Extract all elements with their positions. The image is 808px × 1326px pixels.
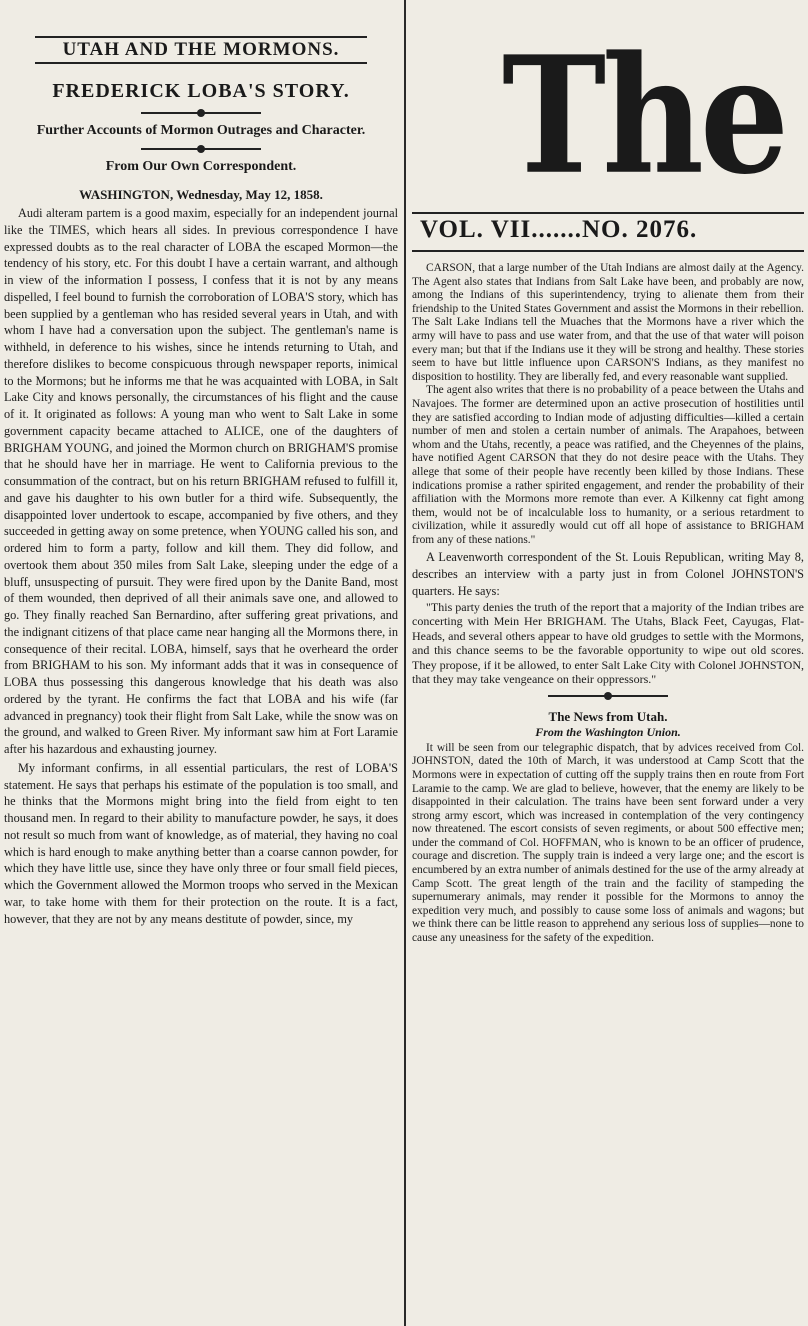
article-paragraph: CARSON, that a large number of the Utah Indians are almost daily at the Agency. The Agent also states that Indians from Salt Lake have been, and probably are now, among the Indians of this superintendency, trying to alienate them from their friendship to the United States Government and assist the Mormons in their rebellion. The Salt Lake Indians tell the Muaches that the Mormons have a river which the army will have to pass and use water from, and that the use of that water will poison every man; but that if the Indians use it they will be strong and healthy. These stories seem to have but little influence upon CARSON'S Indians, as they manifest no disposition to hostility. They are liberally fed, and every reasonable want supplied. [412, 262, 804, 383]
section-title: UTAH AND THE MORMONS. [4, 36, 398, 60]
masthead-title: The [502, 22, 786, 211]
volume-number: VOL. VII.......NO. 2076. [420, 216, 698, 243]
right-article [412, 262, 804, 946]
left-column [4, 0, 398, 1326]
column-divider [404, 0, 406, 1326]
ornament-divider [141, 108, 261, 118]
article-paragraph: Audi alteram partem is a good maxim, especially for an independent journal like the TIMES, which hears all sides. In previous correspondence I have expressed doubts as to the real character of LOBA the escaped Mormon—the tendency of his story, etc. For this doubt I have a certain warrant, and although in view of the information I possess, I confess that it is not by any means dispelled, I feel bound to furnish the corroboration of LOBA'S story, which has been supplied by a gentleman who has resided several years in Utah, and with whom I have had a conversation upon the subject. The gentleman's name is withheld, in deference to his wishes, since he intends returning to Utah, and therefore dislikes to become conspicuous through newspaper reports, inimical to the Mormons; but he informs me that he was acquainted with LOBA, in Salt Lake City and knows personally, the circumstances of his flight and the cause of it. It originated as follows: A young man who went to Salt Lake in some government capacity became attached to ALICE, one of the daughters of BRIGHAM YOUNG, and joined the Mormon church on BRIGHAM'S promise that he should have her in marriage. He went to California previous to the consummation of the contract, but on his return BRIGHAM refused to fulfill it, and gave his daughter to his own butler for a third wife. Subsequently, the disappointed lover undertook to escape, accompanied by five others, and they succeeded in getting away on some pretence, when YOUNG called his son, and ordered him to form a party, follow and kill them. They did follow, and overtook them about 350 miles from Salt Lake, sleeping under the edge of a bluff, unsuspecting of pursuit. They were fired upon by the Danite Band, most of them wounded, then deprived of all their animals save one, and allowed to go. They finally reached San Bernardino, after suffering great privations, and the indignant citizens of that place came near hanging all the Mormons there, in consequence of their recital. LOBA, himself, says that he overheard the order from BRIGHAM to his son. My informant adds that it was in consequence of LOBA thus possessing this dangerous knowledge that his death was also ordered by the tyrant. He confirms the fact that LOBA and his wife (far advanced in pregnancy) took their flight from Salt Lake, while the snow was on the ground, and walked to Green River. My informant saw him at Fort Laramie after his hazardous and exhausting journey. [4, 206, 398, 756]
dateline: WASHINGTON, Wednesday, May 12, 1858. [79, 187, 323, 202]
article-paragraph: My informant confirms, in all essential particulars, the rest of LOBA'S statement. He says that perhaps his estimate of the population is too small, and he thinks that the Mormons might bring into the field from eight to ten thousand men. In regard to their ability to manufacture powder, he says, it does not result so much from want of knowledge, as of material, they having no coal which is hard enough to make anything better than a coarse cannon powder, for which they have little use, since they have only three or four small field pieces, which the Government allowed the Mormon troops who served in the Mexican war, to take home with them for their protection on the route. It is a fact, however, that they are not by any means destitute of powder, since, my [4, 760, 398, 926]
rule [412, 250, 804, 252]
subhead: Further Accounts of Mormon Outrages and Character. [36, 123, 366, 138]
right-column [412, 0, 804, 1326]
article-paragraph: It will be seen from our telegraphic dispatch, that by advices received from Col. JOHNSTON, dated the 10th of March, it was understood at Camp Scott that the Mormons were in expectation of cutting off the supply trains then en route from Fort Laramie to the camp. We are glad to believe, however, that the enemy are likely to be disappointed in their calculation. The trains have been sent forward under a very strong army escort, which was increased in contemplation of the very contingency now threatened. The escort consists of seven regiments, or about 500 effective men; under the command of Col. HOFFMAN, who is known to be an officer of prudence, courage and discretion. The supply train is indeed a very large one; and the escort is encumbered by an extra number of animals destined for the use of the army already at Camp Scott. The great length of the train and the facility of stampeding the supernumerary animals, may render it possible for the Mormons to annoy the expedition very much, and possibly to cause some loss of animals and wagons; but we think there can be little reason to apprehend any serious loss of supplies—none to cause any uneasiness for the safety of the expedition. [412, 741, 804, 945]
byline: From Our Own Correspondent. [105, 159, 297, 174]
headline: FREDERICK LOBA'S STORY. [52, 80, 350, 102]
article-paragraph: The agent also writes that there is no probability of a peace between the Utahs and Navajoes. The former are determined upon an active prosecution of hostilities until they are satisfied according to Indian mode of adjusting difficulties—killed a certain number of men and stolen a certain number of animals. The Arapahoes, between whom and the Utahs, recently, a peace was ratified, and the Cheyennes of the plains, have notified Agent CARSON that they do not desire peace with the Utahs. They allege that some of their people have recently been killed by those Indians. These indications promise a rather spirited engagement, and render the probability of their affiliation with the Mormons more remote than ever. A Kilkenny cat fight among them, would not be of incalculable loss to humanity, or a serious retardment to civilization, while it assuredly would cut off all hope of assistance to BRIGHAM from any of these nations." [412, 384, 804, 546]
rule [412, 212, 804, 214]
news-source: From the Washington Union. [535, 724, 681, 739]
ornament-divider [141, 144, 261, 154]
block-quote: "This party denies the truth of the report that a majority of the Indian tribes are concerting with Mein Her BRIGHAM. The Utahs, Black Feet, Cayugas, Flat-Heads, and several others appear to have old grudges to settle with the Mormons, and this chance seems to be the favorable opportunity to wipe out old scores. They propose, if it be allowed, to enter Salt Lake City with Colonel JOHNSTON, that they may take vengeance on their oppressors." [412, 599, 804, 687]
article-paragraph: A Leavenworth correspondent of the St. Louis Republican, writing May 8, describes an interview with a party just in from Colonel JOHNSTON'S quarters. He says: [412, 550, 804, 598]
news-title: The News from Utah. [548, 708, 668, 724]
ornament-divider [548, 691, 668, 701]
